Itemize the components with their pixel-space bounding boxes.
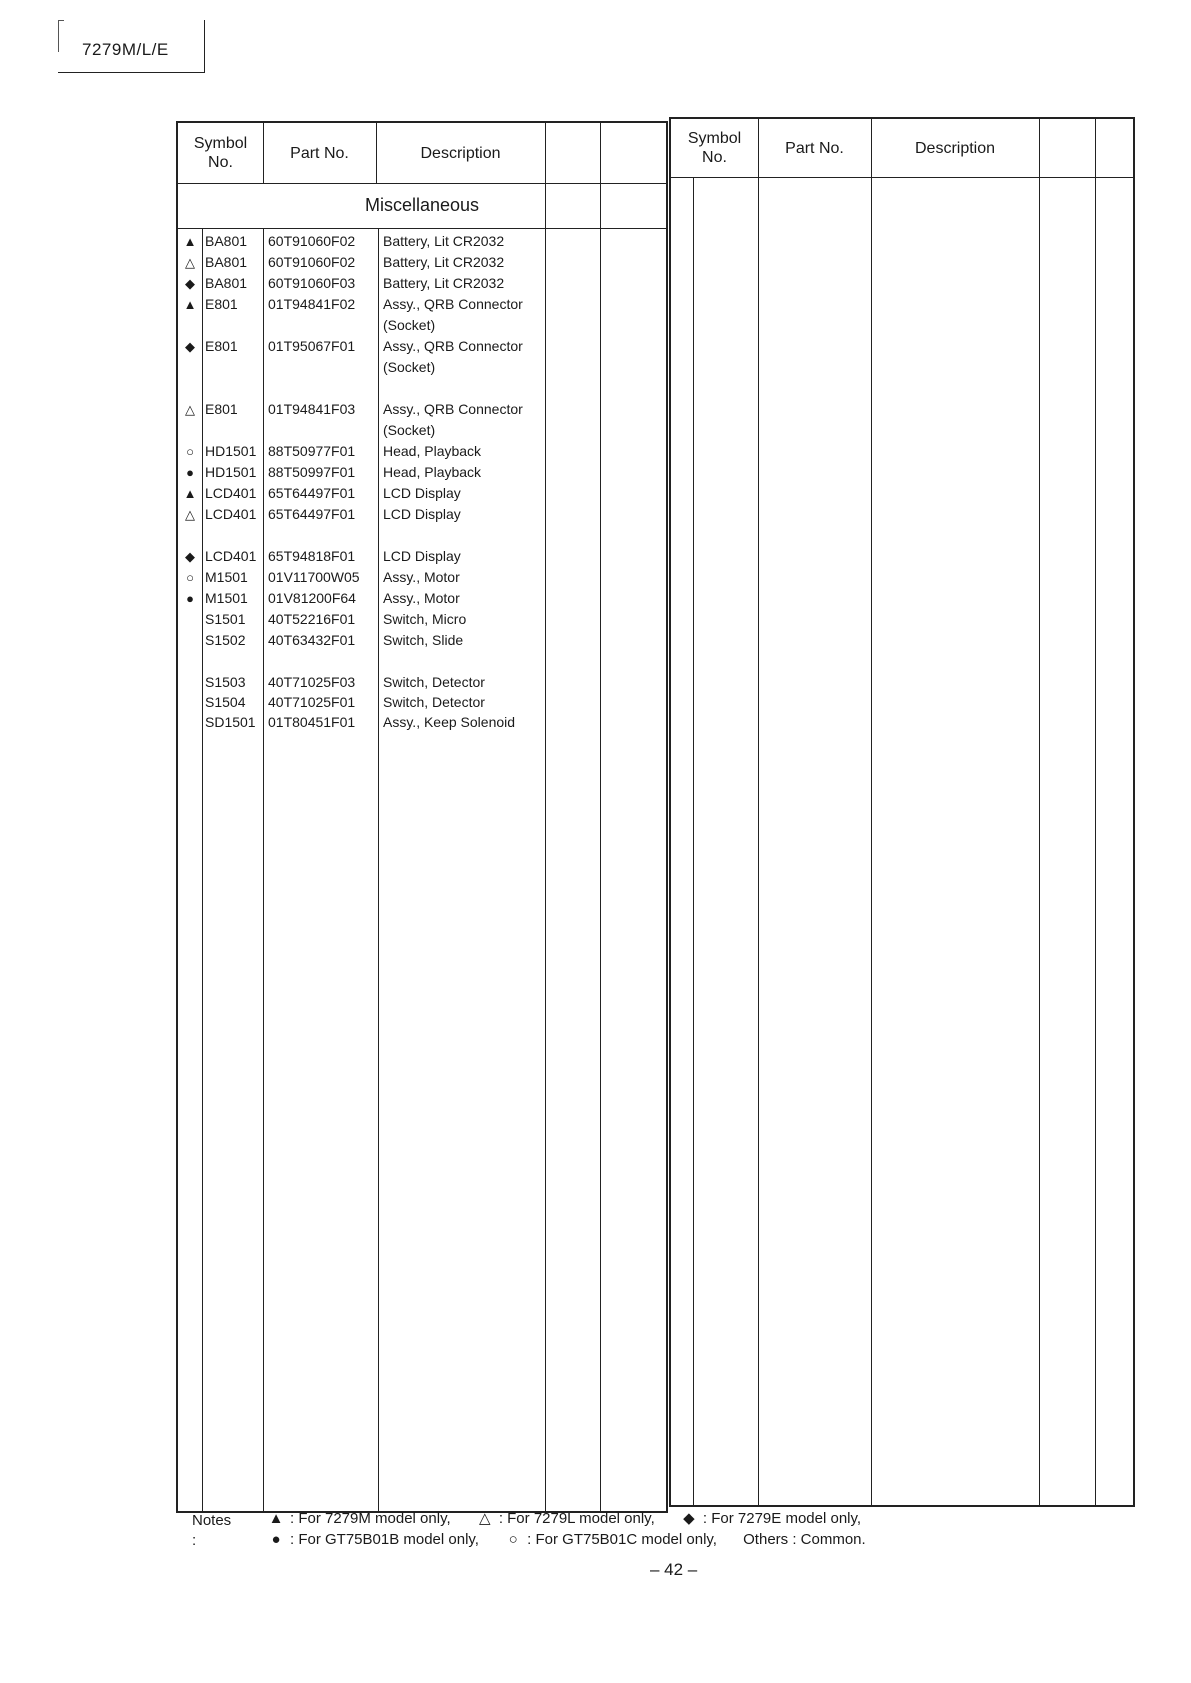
note-text: Others : Common. — [743, 1531, 866, 1548]
model-marker: ◆ — [185, 276, 195, 291]
parts-table-left — [176, 121, 668, 1513]
note-text: : For GT75B01B model only, — [290, 1531, 479, 1548]
model-marker: ○ — [186, 570, 194, 585]
symbol-no: S1504 — [205, 694, 246, 710]
description: LCD Display — [383, 506, 461, 522]
header-description: Description — [420, 144, 501, 162]
description: Assy., QRB Connector — [383, 296, 523, 312]
description: Switch, Detector — [383, 694, 485, 710]
model-marker: ▲ — [183, 234, 197, 249]
note-text: : For 7279E model only, — [702, 1510, 862, 1527]
part-no: 01T94841F03 — [268, 401, 356, 417]
part-no: 88T50997F01 — [268, 464, 356, 480]
description: LCD Display — [383, 548, 461, 564]
symbol-no: M1501 — [205, 590, 248, 606]
model-marker: △ — [185, 255, 195, 270]
note-text: : For 7279L model only, — [498, 1510, 655, 1527]
header-part-no: Part No. — [290, 144, 349, 162]
description: Assy., Motor — [383, 590, 460, 606]
parts-table-right — [669, 117, 1135, 1507]
diamond-filled-icon: ◆ — [683, 1510, 695, 1527]
column-divider — [1039, 119, 1040, 1507]
part-no: 40T63432F01 — [268, 632, 356, 648]
model-marker: ◆ — [185, 339, 195, 354]
description: Assy., Keep Solenoid — [383, 714, 516, 730]
section-title: Miscellaneous — [178, 183, 666, 229]
symbol-no: HD1501 — [205, 443, 257, 459]
part-no: 40T71025F01 — [268, 694, 356, 710]
column-divider — [871, 119, 872, 1507]
notes-label: Notes : — [192, 1512, 232, 1549]
symbol-no: LCD401 — [205, 548, 257, 564]
model-marker: △ — [185, 507, 195, 522]
corner-mark — [58, 20, 64, 21]
column-divider — [600, 123, 601, 1513]
symbol-no: M1501 — [205, 569, 248, 585]
part-no: 65T94818F01 — [268, 548, 356, 564]
circle-outline-icon: ○ — [508, 1531, 518, 1548]
header-part-no: Part No. — [785, 139, 844, 157]
column-divider — [545, 123, 546, 1513]
symbol-no: S1502 — [205, 632, 246, 648]
part-no: 60T91060F02 — [268, 233, 356, 249]
description: Head, Playback — [383, 464, 482, 480]
table-header — [178, 123, 666, 184]
description: Switch, Slide — [383, 632, 464, 648]
corner-mark — [58, 20, 59, 52]
symbol-no: SD1501 — [205, 714, 256, 730]
model-label: 7279M/L/E — [82, 40, 169, 59]
note-text: : For 7279M model only, — [290, 1510, 451, 1527]
symbol-no: HD1501 — [205, 464, 257, 480]
part-no: 65T64497F01 — [268, 506, 356, 522]
triangle-outline-icon: △ — [479, 1510, 491, 1527]
model-label-box — [58, 20, 205, 73]
symbol-no: BA801 — [205, 275, 248, 291]
notes-line-2 — [268, 1530, 866, 1550]
column-divider — [263, 228, 264, 1513]
column-divider — [693, 177, 694, 1507]
column-divider — [202, 228, 203, 1513]
model-marker: ● — [186, 591, 194, 606]
model-marker: ○ — [186, 444, 194, 459]
notes-line-1 — [268, 1509, 861, 1529]
description-continued: (Socket) — [383, 422, 436, 438]
description: Assy., QRB Connector — [383, 338, 523, 354]
column-divider — [378, 228, 379, 1513]
part-no: 01T80451F01 — [268, 714, 356, 730]
description: LCD Display — [383, 485, 461, 501]
table-header — [671, 119, 1133, 178]
part-no: 40T52216F01 — [268, 611, 356, 627]
description: Switch, Detector — [383, 674, 485, 690]
description-continued: (Socket) — [383, 317, 436, 333]
column-divider — [263, 123, 264, 183]
symbol-no: S1501 — [205, 611, 246, 627]
symbol-no: S1503 — [205, 674, 246, 690]
part-no: 01V11700W05 — [268, 569, 360, 585]
description-continued: (Socket) — [383, 359, 436, 375]
part-no: 01T94841F02 — [268, 296, 356, 312]
symbol-no: LCD401 — [205, 506, 257, 522]
part-no: 88T50977F01 — [268, 443, 356, 459]
description: Battery, Lit CR2032 — [383, 233, 505, 249]
model-marker: ▲ — [183, 297, 197, 312]
column-divider — [758, 119, 759, 1507]
part-no: 01T95067F01 — [268, 338, 356, 354]
column-divider — [1095, 119, 1096, 1507]
description: Head, Playback — [383, 443, 482, 459]
part-no: 65T64497F01 — [268, 485, 356, 501]
part-no: 40T71025F03 — [268, 674, 356, 690]
triangle-filled-icon: ▲ — [268, 1510, 284, 1527]
symbol-no: BA801 — [205, 233, 248, 249]
description: Assy., QRB Connector — [383, 401, 523, 417]
description: Battery, Lit CR2032 — [383, 275, 505, 291]
header-symbol-no: Symbol No. — [193, 135, 248, 171]
model-marker: ● — [186, 465, 194, 480]
description: Battery, Lit CR2032 — [383, 254, 505, 270]
header-description: Description — [914, 139, 996, 157]
page-number: – 42 – — [650, 1560, 698, 1579]
header-symbol-no: Symbol No. — [687, 130, 742, 166]
symbol-no: E801 — [205, 401, 238, 417]
note-text: : For GT75B01C model only, — [527, 1531, 717, 1548]
model-marker: ▲ — [183, 486, 197, 501]
part-no: 01V81200F64 — [268, 590, 356, 606]
model-marker: ◆ — [185, 549, 195, 564]
part-no: 60T91060F02 — [268, 254, 356, 270]
symbol-no: E801 — [205, 296, 238, 312]
part-no: 60T91060F03 — [268, 275, 356, 291]
symbol-no: BA801 — [205, 254, 248, 270]
symbol-no: LCD401 — [205, 485, 257, 501]
symbol-no: E801 — [205, 338, 238, 354]
model-marker: △ — [185, 402, 195, 417]
description: Switch, Micro — [383, 611, 467, 627]
circle-filled-icon: ● — [271, 1531, 281, 1548]
column-divider — [376, 123, 377, 183]
description: Assy., Motor — [383, 569, 460, 585]
